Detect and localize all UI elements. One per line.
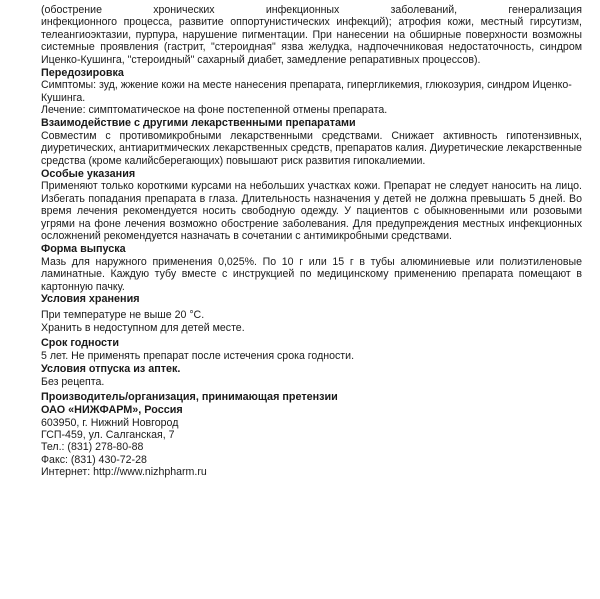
section-storage [41, 293, 582, 334]
section-interaction [41, 117, 582, 167]
section-heading: Взаимодействие с другими лекарственными препаратами [41, 117, 356, 130]
word: генерализация [508, 4, 582, 16]
section-dispensing [41, 363, 582, 388]
side-effects-text: инфекционного процесса, развитие оппортунистических инфекций); атрофия кожи, местный гирсутизм, телеангиоэктазии, пурпура, нарушение пигментации. При нанесении на обширные поверхности возможны системные проявления (гастрит, "стероидная" язва желудка, надпочечниковая недостаточность, синдром Иценко-Кушинга, "стероидный" сахарный диабет, замедление репаративных процессов). [41, 16, 582, 66]
form-text: Мазь для наружного применения 0,025%. По 10 г или 15 г в тубы алюминиевые или полиэтиленовые ламинатные. Каждую тубу вместе с инструкцией по медицинскому применению препарата помещают в картонную пачку. [41, 255, 582, 293]
overdose-treatment: Лечение: симптоматическое на фоне постепенной отмены препарата. [41, 104, 388, 117]
phone: Тел.: (831) 278-80-88 [41, 441, 144, 454]
section-heading: Срок годности [41, 337, 119, 350]
section-overdose [41, 67, 582, 117]
dispensing-text: Без рецепта. [41, 375, 105, 388]
storage-children: Хранить в недоступном для детей месте. [41, 321, 245, 334]
website: Интернет: http://www.nizhpharm.ru [41, 466, 207, 479]
first-line [41, 4, 582, 16]
interaction-text: Совместим с противомикробными лекарственными средствами. Снижает активность гипотензивных, диуретических, антиаритмических лекарственных средств, препаратов калия. Диуретические лекарственные средства (кроме калийсберегающих) повышают риск развития гипокалиемии. [41, 129, 582, 167]
company-name: ОАО «НИЖФАРМ», Россия [41, 403, 183, 416]
section-heading: Форма выпуска [41, 242, 126, 255]
word: заболеваний, [390, 4, 458, 16]
address-line: 603950, г. Нижний Новгород [41, 416, 179, 429]
shelf-life-text: 5 лет. Не применять препарат после истечения срока годности. [41, 349, 355, 362]
section-heading: Особые указания [41, 167, 136, 180]
storage-temperature: При температуре не выше 20 °С. [41, 309, 205, 322]
section-form [41, 243, 582, 293]
section-heading: Условия отпуска из аптек. [41, 362, 181, 375]
special-text: Применяют только короткими курсами на небольших участках кожи. Препарат не следует наносить на лицо. Избегать попадания препарата в глаза. Длительность назначения у детей не должна превышать 5 дней. Во время лечения рекомендуется носить свободную одежду. У пациентов с обыкновенными или розовыми угрями на фоне лечения возможно обострение заболевания. Для предупреждения местных инфекционных осложнений рекомендуется назначать в сочетании с антимикробными средствами. [41, 180, 582, 242]
word: (обострение [41, 4, 102, 16]
section-shelf-life [41, 337, 582, 362]
address-line: ГСП-459, ул. Салганская, 7 [41, 428, 175, 441]
section-heading: Производитель/организация, принимающая претензии [41, 390, 338, 403]
section-manufacturer [41, 391, 582, 479]
overdose-symptoms: Симптомы: зуд, жжение кожи на месте нанесения препарата, гипергликемия, глюкозурия, синдром Иценко-Кушинга. [41, 79, 572, 104]
section-heading: Условия хранения [41, 293, 140, 306]
side-effects-continuation [41, 4, 582, 66]
section-heading: Передозировка [41, 66, 124, 79]
section-special [41, 168, 582, 243]
word: инфекционных [265, 4, 340, 16]
fax: Факс: (831) 430-72-28 [41, 453, 147, 466]
word: хронических [153, 4, 215, 16]
